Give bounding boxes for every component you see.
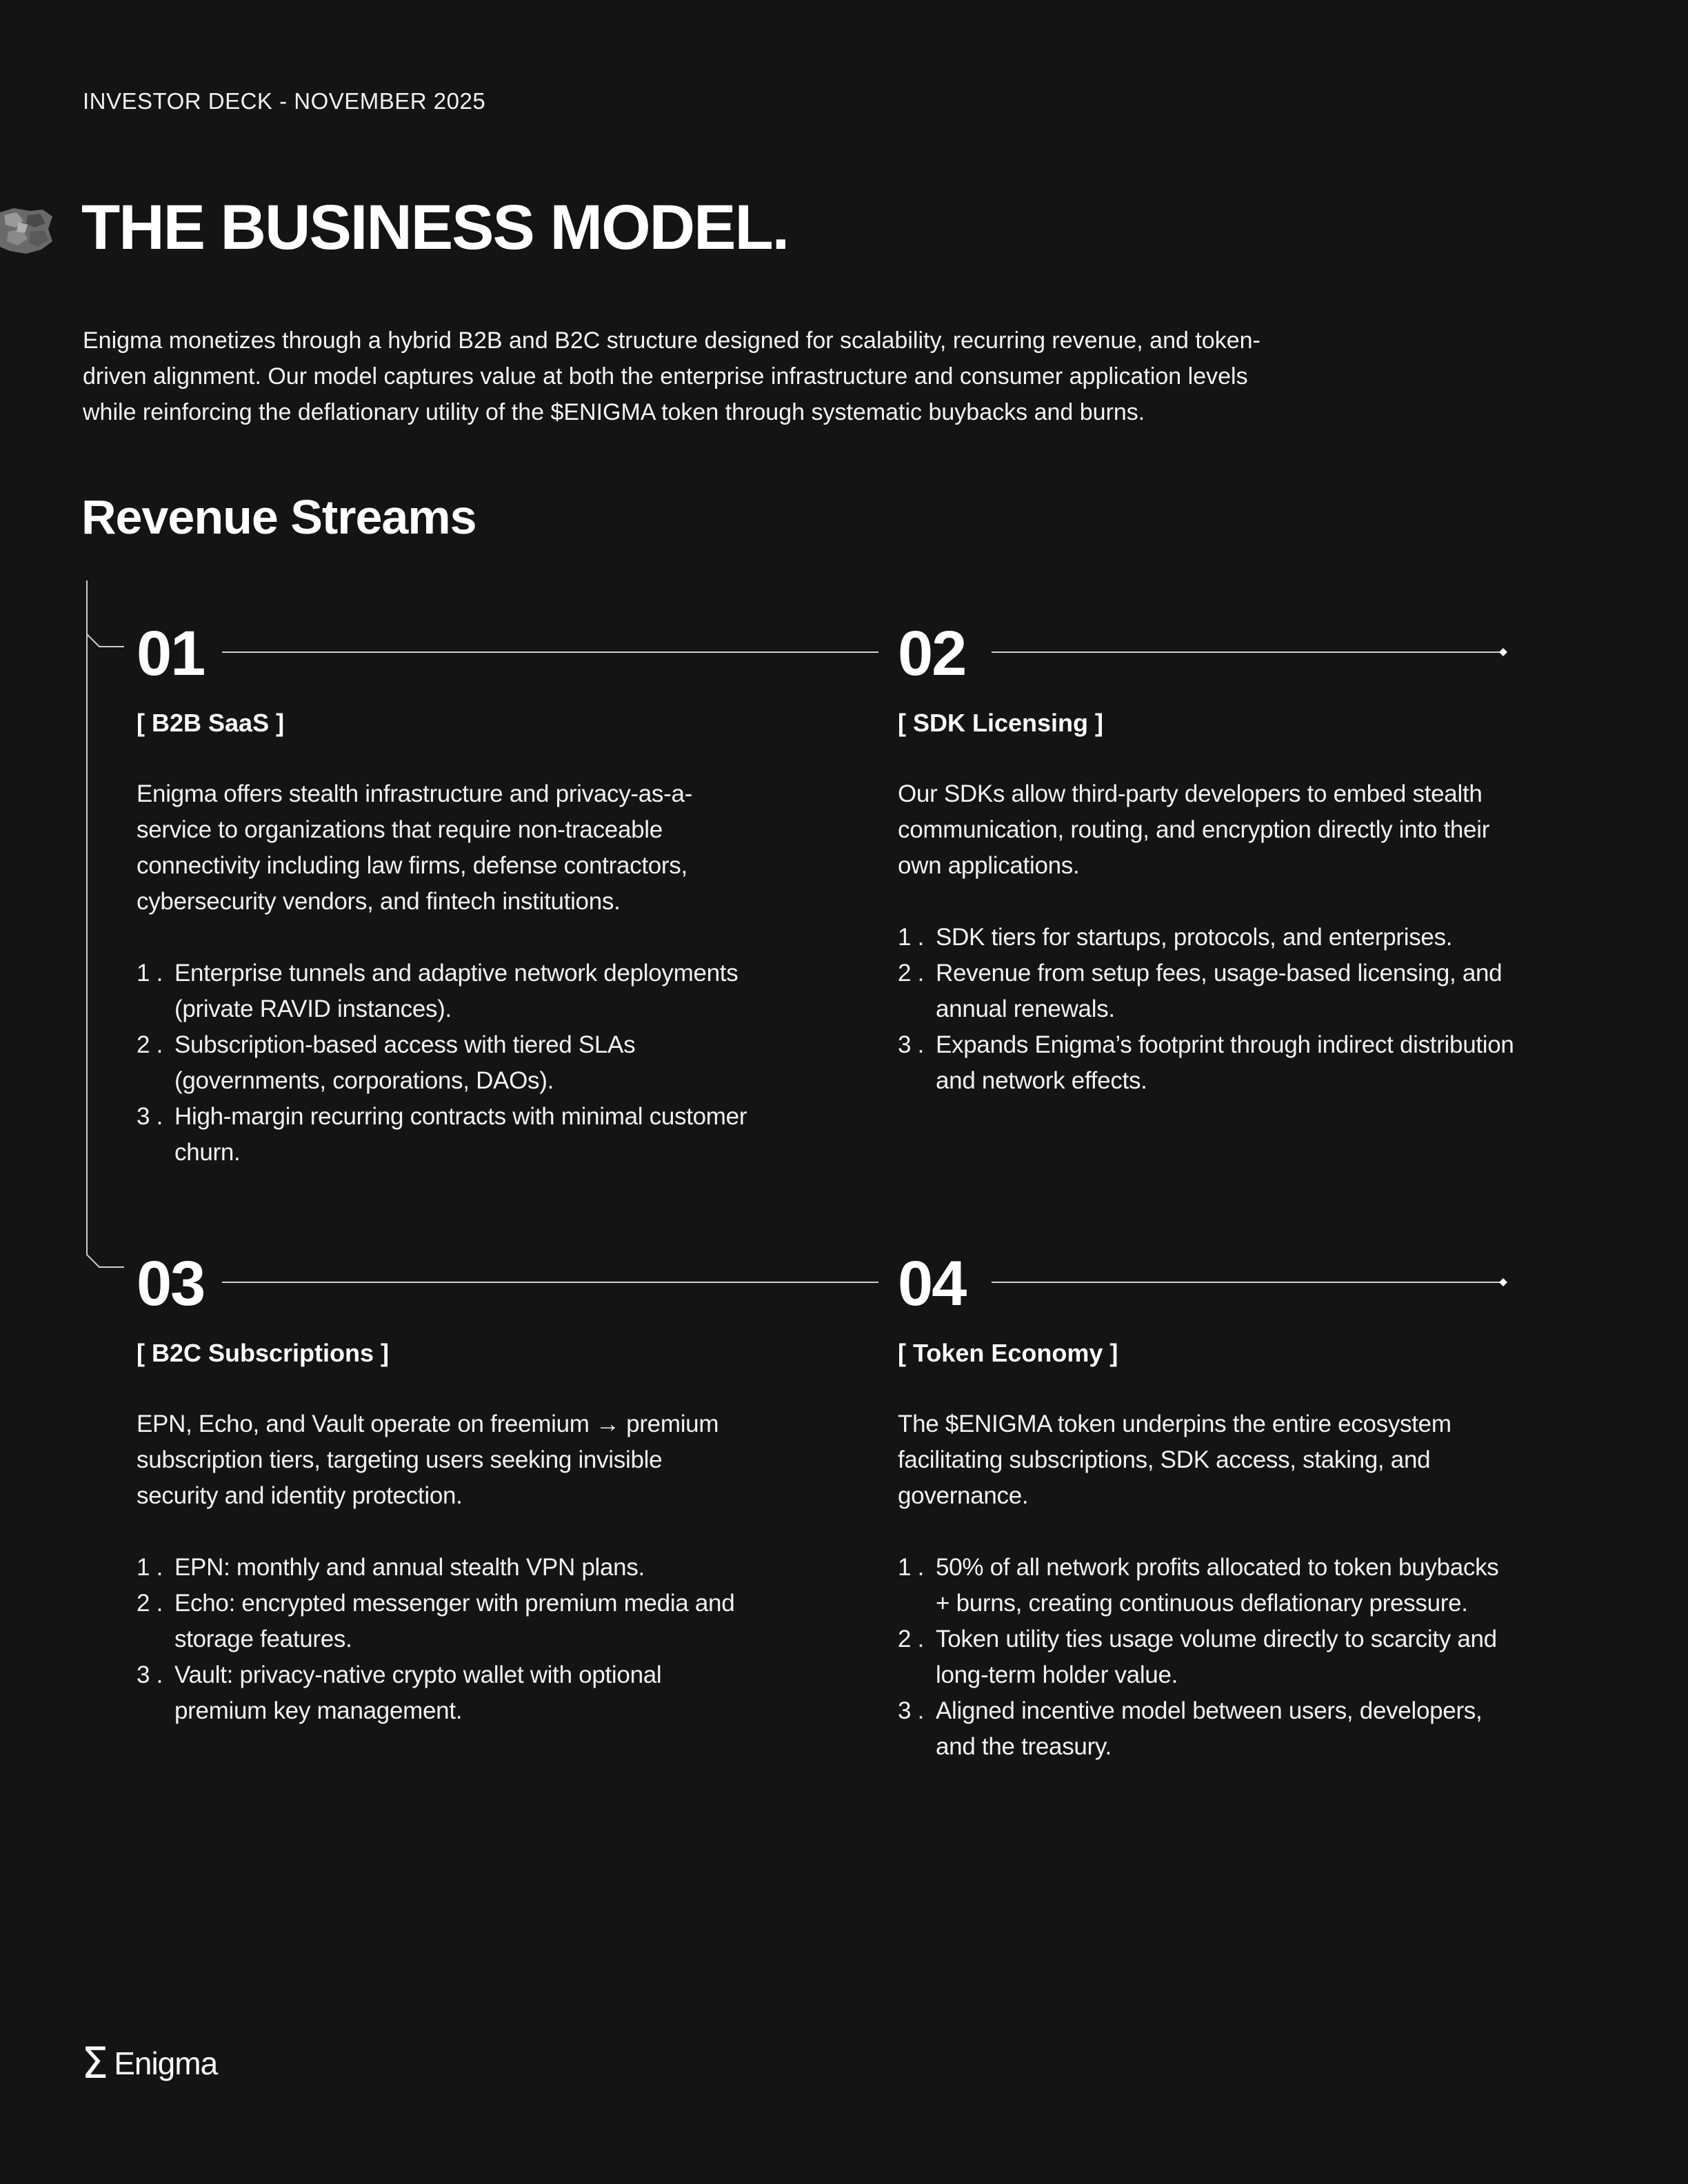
rock-texture-decoration: [0, 208, 52, 254]
list-item-number: 1 .: [898, 1554, 925, 1581]
list-item: [137, 1550, 757, 1586]
list-item: [137, 1027, 757, 1099]
list-item-number: 2 .: [137, 1590, 163, 1617]
stream-number: 04: [898, 1248, 966, 1319]
revenue-stream-01: [137, 618, 757, 1187]
stream-description: The $ENIGMA token underpins the entire ecosystem facilitating subscriptions, SDK access, staking, and governance.: [898, 1410, 1451, 1509]
page-title: THE BUSINESS MODEL.: [81, 192, 789, 263]
list-item-text: Vault: privacy-native crypto wallet with optional premium key management.: [174, 1661, 662, 1724]
list-item: [137, 1657, 757, 1729]
list-item-text: Revenue from setup fees, usage-based licensing, and annual renewals.: [936, 960, 1503, 1022]
stream-tag: [ B2C Subscriptions ]: [137, 1339, 390, 1367]
list-item-text: Subscription-based access with tiered SLAs (governments, corporations, DAOs).: [174, 1031, 636, 1094]
list-item: [898, 1550, 1518, 1621]
stream-list: [137, 956, 757, 1171]
revenue-streams-heading: Revenue Streams: [81, 490, 476, 544]
list-item-text: Token utility ties usage volume directly to scarcity and long-term holder value.: [936, 1626, 1497, 1688]
list-item: [898, 1027, 1518, 1099]
stream-description: Enigma offers stealth infrastructure and privacy-as-a-service to organizations that require non-traceable connectivity including law firms, defense contractors, cybersecurity vendors, and fintech institutions.: [137, 780, 693, 915]
timeline-vertical-line: [87, 580, 124, 1267]
stream-description: EPN, Echo, and Vault operate on freemium → premium subscription tiers, targeting users seeking invisible security and identity protection.: [137, 1410, 719, 1509]
list-item: [898, 1693, 1518, 1765]
stream-tag: [ B2B SaaS ]: [137, 709, 285, 737]
stream-number: 02: [898, 618, 966, 689]
list-item-text: Echo: encrypted messenger with premium media and storage features.: [174, 1590, 735, 1652]
list-item-number: 3 .: [898, 1697, 925, 1724]
stream-list: [898, 1550, 1518, 1765]
list-item-text: SDK tiers for startups, protocols, and enterprises.: [936, 924, 1453, 951]
stream-list: [898, 920, 1518, 1099]
list-item-text: High-margin recurring contracts with minimal customer churn.: [174, 1103, 747, 1166]
revenue-stream-03: [137, 1248, 757, 1748]
list-item-number: 3 .: [137, 1661, 163, 1688]
list-item-text: Expands Enigma’s footprint through indirect distribution and network effects.: [936, 1031, 1514, 1094]
list-item-text: 50% of all network profits allocated to token buybacks + burns, creating continuous deflationary pressure.: [936, 1554, 1499, 1617]
enigma-logo: [81, 2038, 218, 2088]
stream-list: [137, 1550, 757, 1729]
logo-wordmark: Enigma: [114, 2045, 218, 2081]
sigma-icon: Σ: [81, 2038, 109, 2088]
stream-number: 01: [137, 618, 205, 689]
intro-paragraph: Enigma monetizes through a hybrid B2B and B2C structure designed for scalability, recurring revenue, and token-driven alignment. Our model captures value at both the enterprise infrastructure and consumer application levels while reinforcing the deflationary utility of the $ENIGMA token through systematic buybacks and burns.: [83, 327, 1260, 425]
list-item: [137, 956, 757, 1027]
list-item: [137, 1099, 757, 1171]
stream-tag: [ SDK Licensing ]: [898, 709, 1104, 737]
list-item-number: 3 .: [898, 1031, 925, 1058]
list-item: [898, 1621, 1518, 1693]
stream-number: 03: [137, 1248, 205, 1319]
list-item: [137, 1586, 757, 1657]
timeline-branch-01: [87, 634, 124, 647]
stream-tag: [ Token Economy ]: [898, 1339, 1118, 1367]
list-item-text: Enterprise tunnels and adaptive network deployments (private RAVID instances).: [174, 960, 738, 1022]
list-item: [898, 920, 1518, 956]
list-item-number: 1 .: [137, 1554, 163, 1581]
list-item-number: 2 .: [137, 1031, 163, 1058]
deck-header-label: INVESTOR DECK - NOVEMBER 2025: [83, 88, 486, 114]
revenue-stream-04: [898, 1248, 1518, 1776]
list-item-number: 2 .: [898, 960, 925, 987]
list-item-text: EPN: monthly and annual stealth VPN plans.: [174, 1554, 645, 1581]
list-item-number: 1 .: [898, 924, 925, 951]
list-item: [898, 956, 1518, 1027]
list-item-number: 3 .: [137, 1103, 163, 1130]
stream-description: Our SDKs allow third-party developers to embed stealth communication, routing, and encryption directly into their own applications.: [898, 780, 1490, 879]
list-item-text: Aligned incentive model between users, developers, and the treasury.: [936, 1697, 1483, 1760]
revenue-stream-02: [898, 618, 1518, 1187]
list-item-number: 1 .: [137, 960, 163, 987]
list-item-number: 2 .: [898, 1626, 925, 1652]
